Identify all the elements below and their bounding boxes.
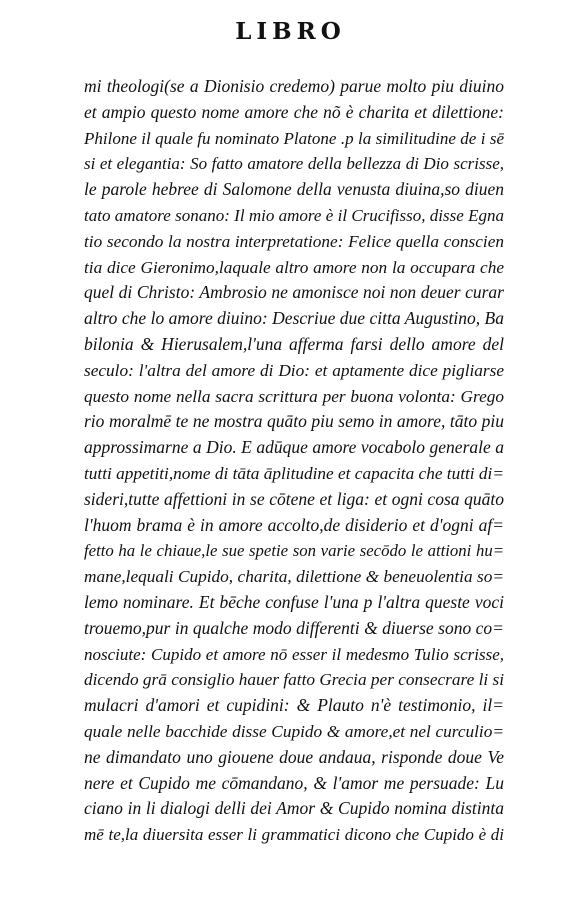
text-line: questo nome nella sacra scrittura per buona volonta: Grego	[84, 386, 504, 406]
text-line: et ampio questo nome amore che nõ è charita et dilettione:	[84, 101, 504, 122]
text-line: sideri,tutte affettioni in se cōtene et liga: et ogni cosa quāto	[84, 488, 504, 509]
text-line: ciano in li dialogi delli dei Amor & Cupido nomina distinta	[84, 798, 504, 819]
text-line: quale nelle bacchide disse Cupido & amore,et nel curculio=	[84, 721, 504, 741]
text-line: tutti appetiti,nome di tāta āplitudine et capacita che tutti di=	[84, 463, 504, 483]
text-line: quel di Christo: Ambrosio ne amonisce noi non deuer curar	[84, 282, 504, 303]
text-line: seculo: l'altra del amore di Dio: et aptamente dice pigliarse	[84, 360, 504, 380]
text-line: rio moralmē te ne mostra quāto piu semo in amore, tāto piu	[84, 411, 504, 432]
text-line: Philone il quale fu nominato Platone .p la similitudine de i sē	[84, 128, 504, 148]
text-line: le parole hebree di Salomone della venusta diuina,so diuen	[84, 179, 504, 200]
text-line: bilonia & Hierusalem,l'una afferma farsi dello amore del	[84, 333, 504, 354]
text-line: tia dice Gieronimo,laquale altro amore non la occupara che	[84, 257, 504, 277]
text-line: tio secondo la nostra interpretatione: Felice quella conscien	[84, 231, 504, 251]
text-line: approssimarne a Dio. E adūque amore vocabolo generale a	[84, 437, 504, 458]
text-line: lemo nominare. Et bēche confuse l'una p l'altra queste voci	[84, 591, 504, 612]
text-line: trouemo,pur in qualche modo differenti & diuerse sono co=	[84, 617, 504, 638]
text-line: mē te,la diuersita esser li grammatici dicono che Cupido è di	[84, 825, 504, 845]
text-line: fetto ha le chiaue,le sue spetie son varie secōdo le attioni hu=	[84, 541, 504, 561]
text-line: si et elegantia: So fatto amatore della bellezza di Dio scrisse,	[84, 154, 504, 174]
text-line: ne dimandato uno giouene doue andaua, risponde doue Ve	[84, 746, 504, 767]
text-line: mulacri d'amori et cupidini: & Plauto n'è testimonio, il=	[84, 695, 504, 716]
text-line: altro che lo amore diuino: Descriue due citta Augustino, Ba	[84, 308, 504, 329]
text-line: l'huom brama è in amore accolto,de disiderio et d'ogni af=	[84, 514, 504, 535]
text-line: nere et Cupido me cōmandano, & l'amor me persuade: Lu	[84, 772, 504, 793]
text-line: nosciute: Cupido et amore nō esser il medesmo Tulio scrisse,	[84, 644, 504, 664]
text-line: mi theologi(se a Dionisio credemo) parue molto piu diuino	[84, 76, 504, 96]
text-line: tato amatore sonano: Il mio amore è il Crucifisso, disse Egna	[84, 205, 504, 225]
body-text	[84, 74, 504, 848]
text-line: dicendo grā consiglio hauer fatto Grecia per consecrare li si	[84, 670, 504, 690]
text-line: mane,lequali Cupido, charita, dilettione & beneuolentia so=	[84, 567, 504, 587]
running-head: LIBRO	[235, 18, 346, 45]
